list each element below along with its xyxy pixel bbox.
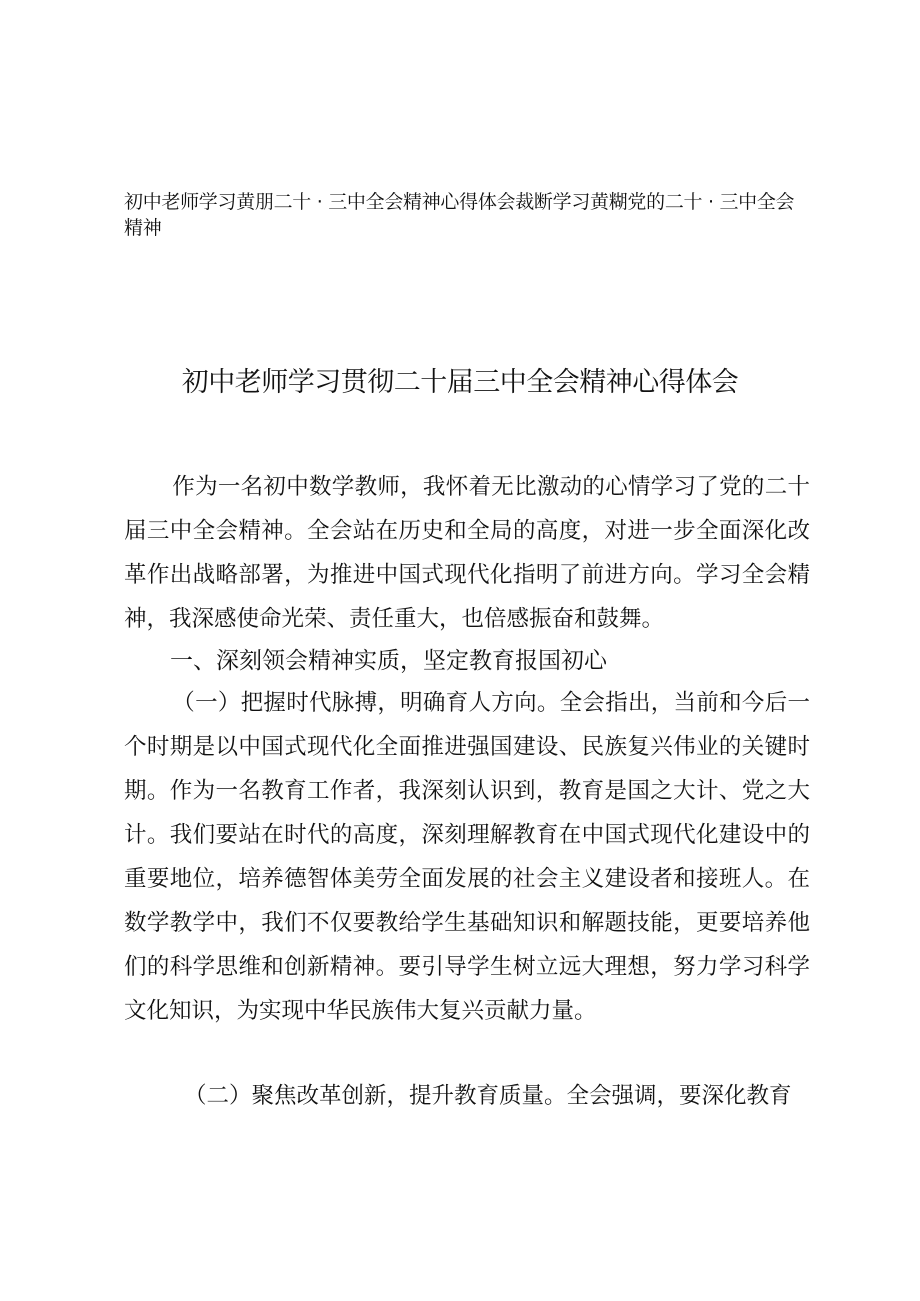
section1-paragraph-2	[124, 1076, 810, 1116]
section-heading-1: 一、深刻领会精神实质，坚定教育报国初心	[170, 648, 607, 674]
header-title-line-2: 精神	[124, 217, 162, 239]
document-title: 初中老师学习贯彻二十届三中全会精神心得体会	[181, 367, 739, 398]
header-title-line-1: 初中老师学习黄朋二十 · 三中全会精神心得体会裁断学习黄糊党的二十 · 三中全会	[124, 191, 795, 213]
intro-paragraph-text: 作为一名初中数学教师，我怀着无比激动的心情学习了党的二十届三中全会精神。全会站在历史和全局的高度，对进一步全面深化改革作出战略部署，为推进中国式现代化指明了前进方向。学习全会精神，我深感使命光荣、责任重大，也倍感振奋和鼓舞。	[124, 474, 810, 632]
intro-paragraph	[124, 465, 810, 641]
section1-paragraph-1-text: （一）把握时代脉搏，明确育人方向。全会指出，当前和今后一个时期是以中国式现代化全面推进强国建设、民族复兴伟业的关键时期。作为一名教育工作者，我深刻认识到，教育是国之大计、党之大计。我们要站在时代的高度，深刻理解教育在中国式现代化建设中的重要地位，培养德智体美劳全面发展的社会主义建设者和接班人。在数学教学中，我们不仅要教给学生基础知识和解题技能，更要培养他们的科学思维和创新精神。要引导学生树立远大理想，努力学习科学文化知识，为实现中华民族伟大复兴贡献力量。	[124, 690, 810, 1024]
section1-paragraph-1	[124, 681, 810, 1033]
section1-paragraph-2-text: （二）聚焦改革创新，提升教育质量。全会强调，要深化教育	[184, 1083, 792, 1109]
